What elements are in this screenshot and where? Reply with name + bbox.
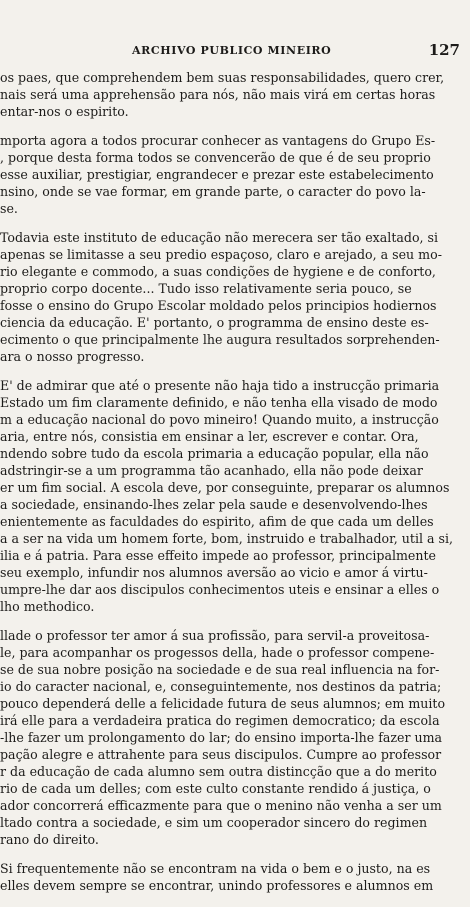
text-line: er um fim social. A escola deve, por conseguinte, preparar os alumnos [0,480,450,495]
text-line: rio de cada um delles; com este culto constante rendido á justiça, o [0,781,431,796]
text-line: io do caracter nacional, e, conseguintemente, nos destinos da patria; [0,679,442,694]
text-line: , porque desta forma todos se convencerão de que é de seu proprio [0,150,431,165]
paragraph [0,860,470,894]
text-line: pação alegre e attrahente para seus discipulos. Cumpre ao professor [0,747,442,762]
paragraph [0,627,470,848]
paragraph-gap [0,615,470,627]
text-line: ilia e á patria. Para esse effeito impede ao professor, principalmente [0,548,437,563]
text-line: fosse o ensino do Grupo Escolar moldado pelos principios hodiernos [0,298,437,313]
text-line: umpre-lhe dar aos discipulos conhecimentos uteis e ensinar a elles o [0,582,440,597]
text-line: nais será uma apprehensão para nós, não mais virá em certas horas [0,87,436,102]
text-line: r da educação de cada alumno sem outra distincção que a do merito [0,764,437,779]
text-line: ltado contra a sociedade, e sim um cooperador sincero do regimen [0,815,428,830]
text-line: Estado um fim claramente definido, e não tenha ella visado de modo [0,395,438,410]
text-line: ciencia da educação. E' portanto, o programma de ensino deste es- [0,315,429,330]
text-line: elles devem sempre se encontrar, unindo professores e alumnos em [0,878,434,893]
text-line: se. [0,201,18,216]
text-line: a a ser na vida um homem forte, bom, instruido e trabalhador, util a si, [0,531,454,546]
text-line: esse auxiliar, prestigiar, engrandecer e prezar este estabelecimento [0,167,434,182]
text-line: ecimento o que principalmente lhe augura resultados sorprehenden- [0,332,440,347]
text-line: le, para acompanhar os progessos della, hade o professor compene- [0,645,435,660]
text-line: proprio corpo docente... Tudo isso relativamente seria pouco, se [0,281,412,296]
text-line: enientemente as faculdades do espirito, afim de que cada um delles [0,514,434,529]
paragraph [0,229,470,365]
text-line: se de sua nobre posição na sociedade e de sua real influencia na for- [0,662,440,677]
page-number: 127 [428,41,460,59]
text-line: m a educação nacional do povo mineiro! Quando muito, a instrucção [0,412,439,427]
text-line: pouco dependerá delle a felicidade futura de seus alumnos; em muito [0,696,446,711]
text-line: a sociedade, ensinando-lhes zelar pela saude e desenvolvendo-lhes [0,497,428,512]
text-line: ara o nosso progresso. [0,349,145,364]
paragraph [0,69,470,120]
page-header [0,41,470,64]
text-line: ndendo sobre tudo da escola primaria a educação popular, ella não [0,446,429,461]
text-line: rano do direito. [0,832,99,847]
text-line: aria, entre nós, consistia em ensinar a ler, escrever e contar. Ora, [0,429,419,444]
text-line: E' de admirar que até o presente não haja tido a instrucção primaria [0,378,440,393]
paragraph [0,132,470,217]
text-line: -lhe fazer um prolongamento do lar; do ensino importa-lhe fazer uma [0,730,443,745]
text-line: os paes, que comprehendem bem suas responsabilidades, quero crer, [0,70,445,85]
text-line: Si frequentemente não se encontram na vida o bem e o justo, na es [0,861,431,876]
text-line: nsino, onde se vae formar, em grande parte, o caracter do povo la- [0,184,426,199]
paragraph [0,377,470,615]
paragraph-gap [0,120,470,132]
text-line: seu exemplo, infundir nos alumnos aversão ao vicio e amor á virtu- [0,565,428,580]
text-line: adstringir-se a um programma tão acanhado, ella não pode deixar [0,463,423,478]
text-line: mporta agora a todos procurar conhecer as vantagens do Grupo Es- [0,133,436,148]
text-line: irá elle para a verdadeira pratica do regimen democratico; da escola [0,713,440,728]
text-line: ador concorrerá efficazmente para que o menino não venha a ser um [0,798,442,813]
text-line: Todavia este instituto de educação não merecera ser tão exaltado, si [0,230,439,245]
text-line: lho methodico. [0,599,95,614]
paragraph-gap [0,217,470,229]
text-line: llade o professor ter amor á sua profissão, para servil-a proveitosa- [0,628,430,643]
paragraph-gap [0,365,470,377]
paragraph-gap [0,848,470,860]
text-line: rio elegante e commodo, a suas condições de hygiene e de conforto, [0,264,436,279]
body-text [0,69,470,894]
running-title: ARCHIVO PUBLICO MINEIRO [132,44,332,57]
text-line: entar-nos o espirito. [0,104,129,119]
text-line: apenas se limitasse a seu predio espaçoso, claro e arejado, a seu mo- [0,247,442,262]
